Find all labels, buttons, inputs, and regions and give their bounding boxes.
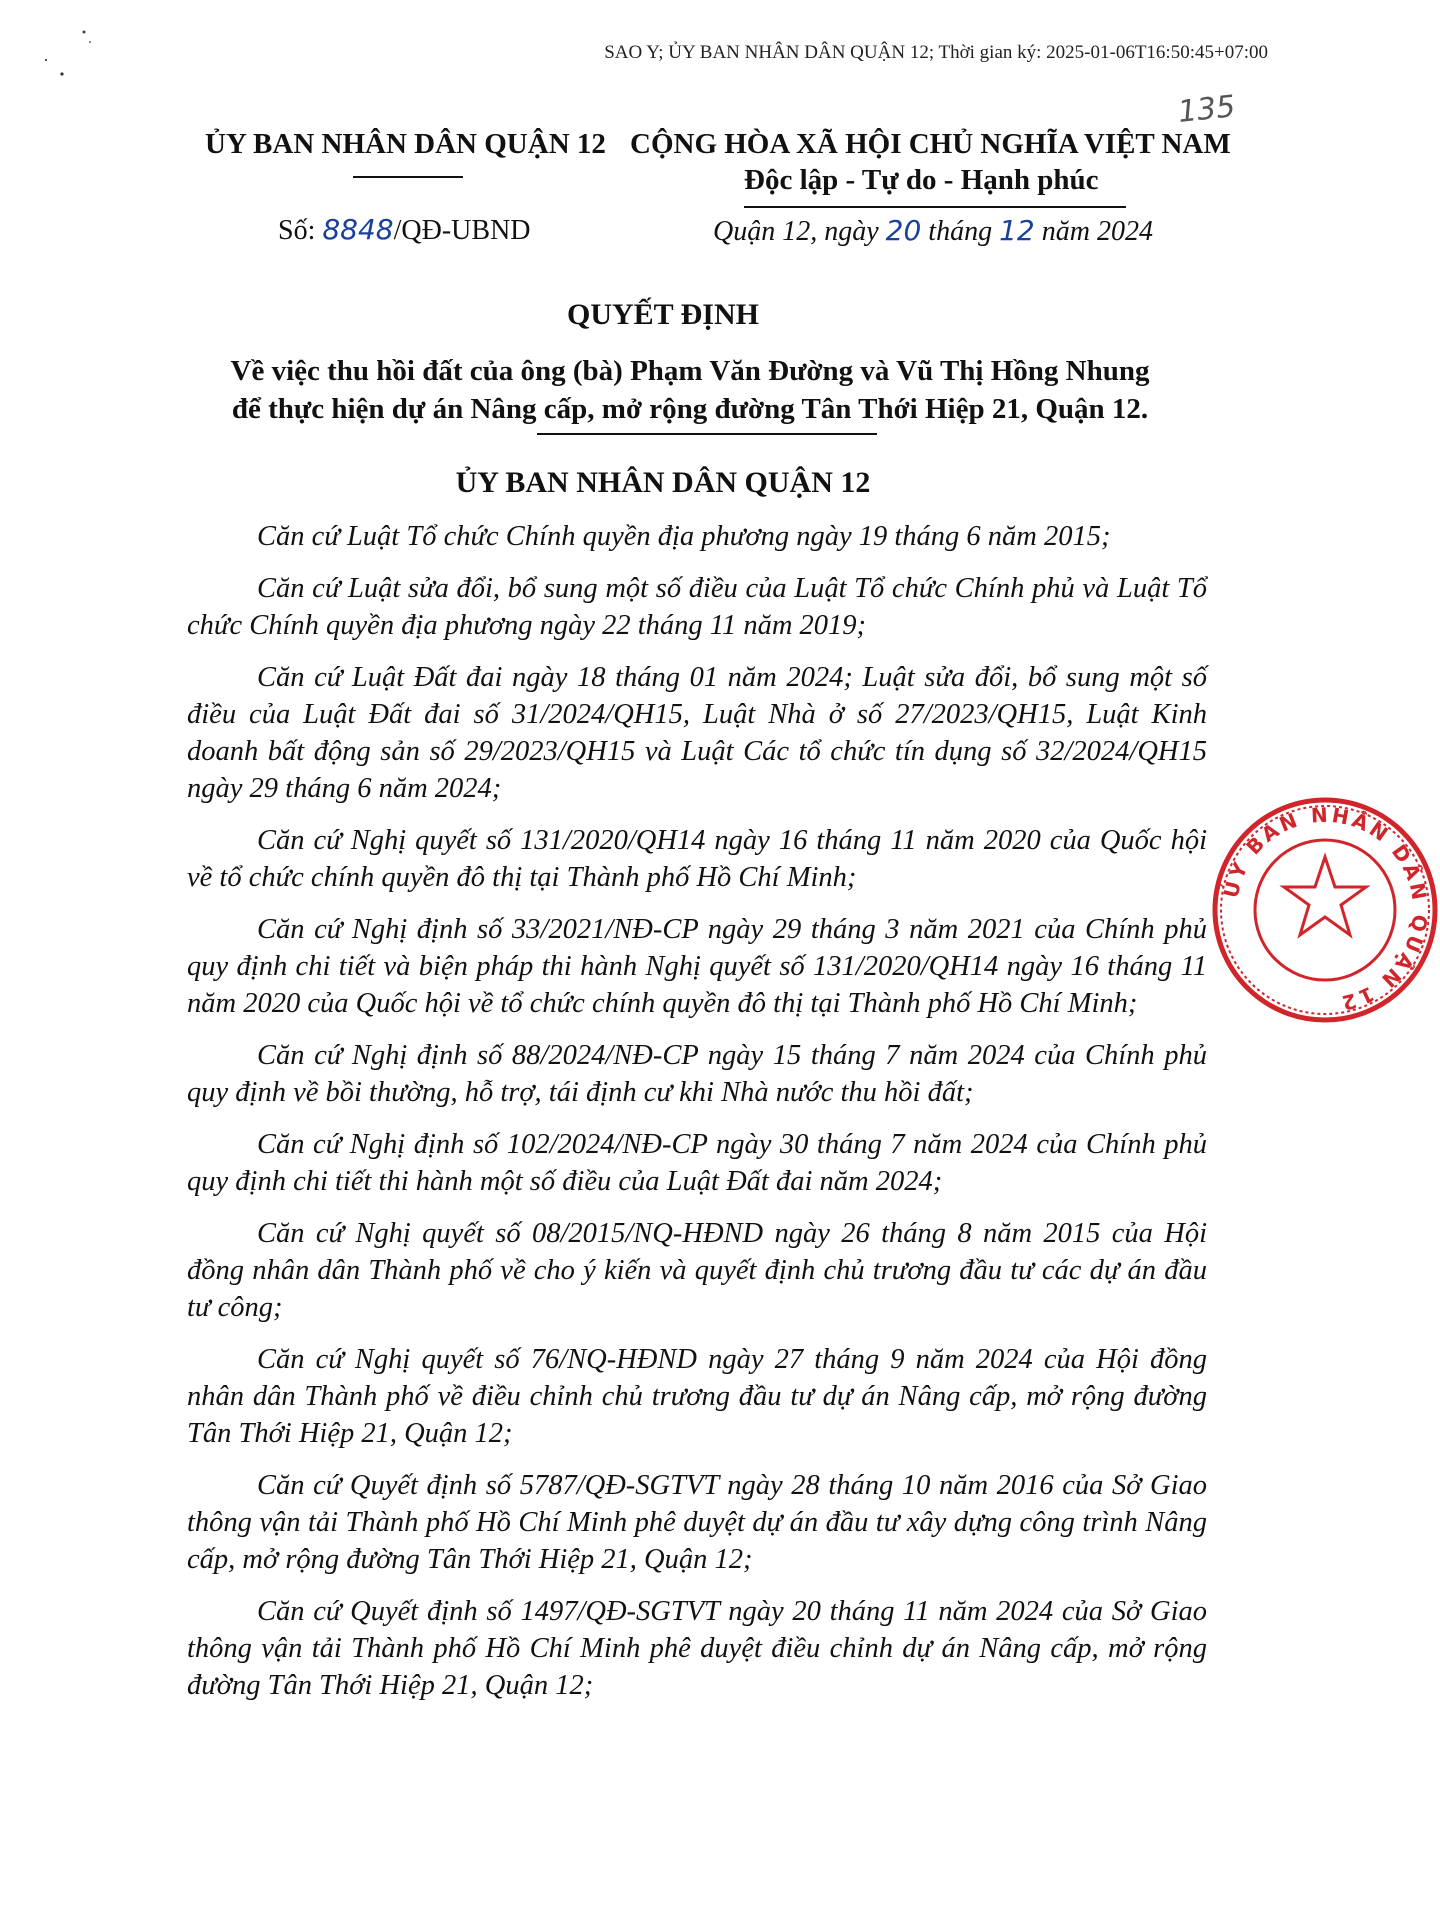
national-title: CỘNG HÒA XÃ HỘI CHỦ NGHĨA VIỆT NAM (630, 128, 1231, 160)
national-motto: Độc lập - Tự do - Hạnh phúc (744, 164, 1099, 196)
doc-number-prefix: Số: (278, 215, 323, 246)
subject-line-1: Về việc thu hồi đất của ông (bà) Phạm Văn Đường và Vũ Thị Hồng Nhung (230, 355, 1150, 387)
issuing-agency: ỦY BAN NHÂN DÂN QUẬN 12 (205, 128, 606, 160)
legal-basis-3: Căn cứ Luật Đất đai ngày 18 tháng 01 năm 2024; Luật sửa đổi, bổ sung một số điều của Luật Đất đai số 31/2024/QH15, Luật Nhà ở số 27/2023/QH15, Luật Kinh doanh bất động sản số 29/2023/QH15 và Luật Các tổ chức tín dụng số 32/2024/QH15 ngày 29 tháng 6 năm 2024; (187, 662, 1207, 804)
seal-text: ỦY BAN NHÂN DÂN QUẬN 12 (1218, 802, 1433, 1016)
document-date (713, 214, 1153, 248)
motto-underline (744, 206, 1126, 208)
legal-basis-11: Căn cứ Quyết định số 1497/QĐ-SGTVT ngày 20 tháng 11 năm 2024 của Sở Giao thông vận tải Thành phố Hồ Chí Minh phê duyệt điều chỉnh dự án Nâng cấp, mở rộng đường Tân Thới Hiệp 21, Quận 12; (187, 1596, 1207, 1701)
scan-speckles (40, 24, 110, 84)
legal-basis-1: Căn cứ Luật Tổ chức Chính quyền địa phương ngày 19 tháng 6 năm 2015; (257, 521, 1111, 552)
subject-underline (537, 433, 877, 435)
legal-basis-6: Căn cứ Nghị định số 88/2024/NĐ-CP ngày 15 tháng 7 năm 2024 của Chính phủ quy định về bồi thường, hỗ trợ, tái định cư khi Nhà nước thu hồi đất; (187, 1040, 1207, 1108)
doc-number-handwritten: 8848 (322, 213, 394, 246)
issuer-heading: ỦY BAN NHÂN DÂN QUẬN 12 (455, 466, 871, 499)
legal-basis-9: Căn cứ Nghị quyết số 76/NQ-HĐND ngày 27 tháng 9 năm 2024 của Hội đồng nhân dân Thành phố về điều chỉnh chủ trương đầu tư dự án Nâng cấp, mở rộng đường Tân Thới Hiệp 21, Quận 12; (187, 1344, 1207, 1449)
document-number (278, 213, 531, 247)
handwritten-page-number: 135 (1176, 89, 1237, 130)
document-type: QUYẾT ĐỊNH (567, 298, 759, 331)
date-part-1: Quận 12, ngày (713, 216, 886, 247)
legal-basis-7: Căn cứ Nghị định số 102/2024/NĐ-CP ngày 30 tháng 7 năm 2024 của Chính phủ quy định chi tiết thi hành một số điều của Luật Đất đai năm 2024; (187, 1129, 1207, 1197)
digital-copy-stamp: SAO Y; ỦY BAN NHÂN DÂN QUẬN 12; Thời gian ký: 2025-01-06T16:50:45+07:00 (604, 42, 1268, 63)
legal-basis-8: Căn cứ Nghị quyết số 08/2015/NQ-HĐND ngày 26 tháng 8 năm 2015 của Hội đồng nhân dân Thành phố về cho ý kiến và quyết định chủ trương đầu tư các dự án đầu tư công; (187, 1218, 1207, 1323)
date-day-handwritten: 20 (885, 214, 922, 247)
date-part-2: tháng (921, 216, 1000, 247)
subject-line-2: để thực hiện dự án Nâng cấp, mở rộng đường Tân Thới Hiệp 21, Quận 12. (231, 393, 1149, 425)
red-seal-stamp (1210, 795, 1440, 1025)
date-part-3: năm 2024 (1034, 216, 1153, 247)
legal-bases (187, 518, 1207, 1719)
agency-underline (353, 176, 463, 178)
legal-basis-10: Căn cứ Quyết định số 5787/QĐ-SGTVT ngày 28 tháng 10 năm 2016 của Sở Giao thông vận tải Thành phố Hồ Chí Minh phê duyệt dự án đầu tư xây dựng công trình Nâng cấp, mở rộng đường Tân Thới Hiệp 21, Quận 12; (187, 1470, 1207, 1575)
svg-text:ỦY BAN NHÂN DÂN QUẬN 12 (1218, 803, 1433, 1016)
legal-basis-5: Căn cứ Nghị định số 33/2021/NĐ-CP ngày 29 tháng 3 năm 2021 của Chính phủ quy định chi tiết và biện pháp thi hành Nghị quyết số 131/2020/QH14 ngày 16 tháng 11 năm 2020 của Quốc hội về tổ chức chính quyền đô thị tại Thành phố Hồ Chí Minh; (187, 914, 1207, 1019)
legal-basis-4: Căn cứ Nghị quyết số 131/2020/QH14 ngày 16 tháng 11 năm 2020 của Quốc hội về tổ chức chính quyền đô thị tại Thành phố Hồ Chí Minh; (187, 825, 1207, 893)
document-subject (160, 352, 1220, 428)
date-month-handwritten: 12 (999, 214, 1035, 247)
legal-basis-2: Căn cứ Luật sửa đổi, bổ sung một số điều của Luật Tổ chức Chính phủ và Luật Tổ chức Chính quyền địa phương ngày 22 tháng 11 năm 2019; (187, 573, 1207, 641)
doc-number-suffix: /QĐ-UBND (393, 215, 531, 246)
